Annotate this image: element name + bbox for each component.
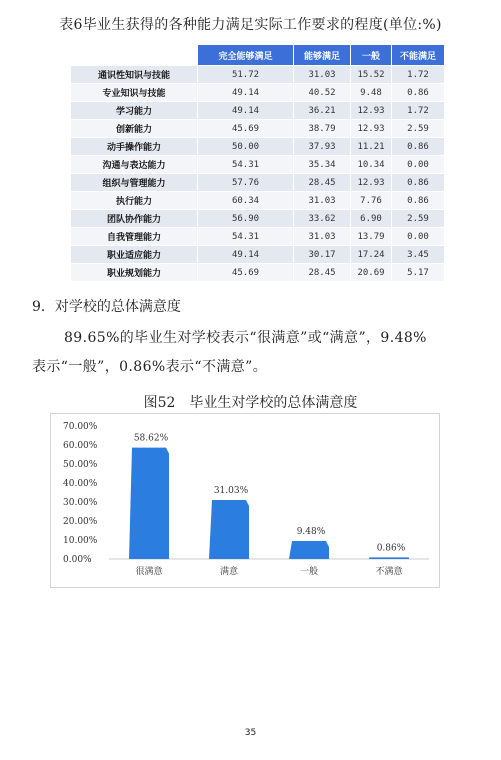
table-cell: 9.48 xyxy=(351,84,392,102)
table-cell: 37.93 xyxy=(294,138,351,156)
table-cell: 60.34 xyxy=(198,192,294,210)
chart-bar xyxy=(209,500,249,559)
table-cell: 12.93 xyxy=(351,102,392,120)
table-cell: 1.72 xyxy=(392,66,445,84)
table-row-label: 动手操作能力 xyxy=(71,138,198,156)
table-row xyxy=(71,228,445,246)
data-label: 58.62% xyxy=(133,433,169,444)
x-tick-label: 很满意 xyxy=(135,567,163,577)
table-cell: 15.52 xyxy=(351,66,392,84)
table-row xyxy=(71,192,445,210)
table-row-label: 沟通与表达能力 xyxy=(71,156,198,174)
table-cell: 31.03 xyxy=(294,192,351,210)
x-tick-label: 不满意 xyxy=(375,567,403,577)
table-cell: 11.21 xyxy=(351,138,392,156)
y-tick-label: 10.00% xyxy=(63,536,98,546)
data-label: 9.48% xyxy=(296,526,326,537)
table-row-label: 专业知识与技能 xyxy=(71,84,198,102)
table-cell: 5.17 xyxy=(392,264,445,282)
table-cell: 2.59 xyxy=(392,210,445,228)
y-tick-label: 30.00% xyxy=(63,498,98,508)
table-cell: 6.90 xyxy=(351,210,392,228)
table-body xyxy=(71,66,445,282)
table-cell: 0.00 xyxy=(392,228,445,246)
ability-table xyxy=(70,44,445,282)
table-row-label: 组织与管理能力 xyxy=(71,174,198,192)
table-cell: 38.79 xyxy=(294,120,351,138)
table-row xyxy=(71,156,445,174)
table-cell: 45.69 xyxy=(198,120,294,138)
table-cell: 54.31 xyxy=(198,228,294,246)
table-cell: 35.34 xyxy=(294,156,351,174)
page-number: 35 xyxy=(244,728,257,738)
table-row xyxy=(71,246,445,264)
table-cell: 31.03 xyxy=(294,66,351,84)
table-cell: 0.86 xyxy=(392,138,445,156)
table-cell: 51.72 xyxy=(198,66,294,84)
y-tick-label: 60.00% xyxy=(63,441,98,451)
y-tick-label: 20.00% xyxy=(63,517,98,527)
table-cell: 49.14 xyxy=(198,246,294,264)
table-row xyxy=(71,264,445,282)
figure-caption: 图52 毕业生对学校的总体满意度 xyxy=(143,395,358,411)
table-cell: 0.00 xyxy=(392,156,445,174)
table-cell: 0.86 xyxy=(392,174,445,192)
table-header-corner xyxy=(71,45,198,66)
table-cell: 54.31 xyxy=(198,156,294,174)
x-tick-label: 满意 xyxy=(219,567,239,577)
data-label: 0.86% xyxy=(376,543,406,554)
table-row xyxy=(71,120,445,138)
y-tick-label: 40.00% xyxy=(63,479,98,489)
table-header-fully: 完全能够满足 xyxy=(198,45,294,66)
table-row-label: 通识性知识与技能 xyxy=(71,66,198,84)
table-cell: 20.69 xyxy=(351,264,392,282)
table-cell: 17.24 xyxy=(351,246,392,264)
table-cell: 57.76 xyxy=(198,174,294,192)
chart-bar xyxy=(129,448,169,559)
chart-bar xyxy=(289,541,329,559)
table-cell: 28.45 xyxy=(294,264,351,282)
table-title: 表6毕业生获得的各种能力满足实际工作要求的程度(单位:%) xyxy=(59,17,442,33)
table-cell: 1.72 xyxy=(392,102,445,120)
table-cell: 0.86 xyxy=(392,192,445,210)
table-header-unable: 不能满足 xyxy=(392,45,445,66)
table-cell: 7.76 xyxy=(351,192,392,210)
table-row-label: 职业规划能力 xyxy=(71,264,198,282)
table-cell: 45.69 xyxy=(198,264,294,282)
table-cell: 31.03 xyxy=(294,228,351,246)
table-cell: 12.93 xyxy=(351,120,392,138)
paragraph-line-2: 表示“一般”，0.86%表示“不满意”。 xyxy=(32,359,268,375)
table-cell: 40.52 xyxy=(294,84,351,102)
table-cell: 50.00 xyxy=(198,138,294,156)
table-header-able: 能够满足 xyxy=(294,45,351,66)
table-header-average: 一般 xyxy=(351,45,392,66)
y-tick-label: 0.00% xyxy=(63,555,92,565)
table-cell: 2.59 xyxy=(392,120,445,138)
data-label: 31.03% xyxy=(213,486,249,497)
table-cell: 49.14 xyxy=(198,84,294,102)
table-cell: 36.21 xyxy=(294,102,351,120)
table-cell: 13.79 xyxy=(351,228,392,246)
table-cell: 56.90 xyxy=(198,210,294,228)
table-cell: 28.45 xyxy=(294,174,351,192)
table-row-label: 学习能力 xyxy=(71,102,198,120)
table-cell: 0.86 xyxy=(392,84,445,102)
table-cell: 12.93 xyxy=(351,174,392,192)
table-header-row xyxy=(71,45,445,66)
paragraph-line-1: 89.65%的毕业生对学校表示“很满意”或“满意”，9.48% xyxy=(64,330,427,346)
table-row xyxy=(71,84,445,102)
table-cell: 30.17 xyxy=(294,246,351,264)
table-cell: 3.45 xyxy=(392,246,445,264)
table-row xyxy=(71,66,445,84)
table-row xyxy=(71,210,445,228)
table-row xyxy=(71,138,445,156)
y-tick-label: 70.00% xyxy=(63,422,98,432)
satisfaction-bar-chart xyxy=(51,414,439,587)
table-row-label: 自我管理能力 xyxy=(71,228,198,246)
section-heading: 9．对学校的总体满意度 xyxy=(32,299,181,315)
table-cell: 49.14 xyxy=(198,102,294,120)
table-row-label: 创新能力 xyxy=(71,120,198,138)
table-row-label: 团队协作能力 xyxy=(71,210,198,228)
table-row xyxy=(71,102,445,120)
y-tick-label: 50.00% xyxy=(63,460,98,470)
table-row-label: 执行能力 xyxy=(71,192,198,210)
table-row-label: 职业适应能力 xyxy=(71,246,198,264)
table-cell: 33.62 xyxy=(294,210,351,228)
x-tick-label: 一般 xyxy=(299,567,319,577)
chart-frame xyxy=(50,413,440,588)
chart-bar xyxy=(369,557,409,559)
table-row xyxy=(71,174,445,192)
table-cell: 10.34 xyxy=(351,156,392,174)
